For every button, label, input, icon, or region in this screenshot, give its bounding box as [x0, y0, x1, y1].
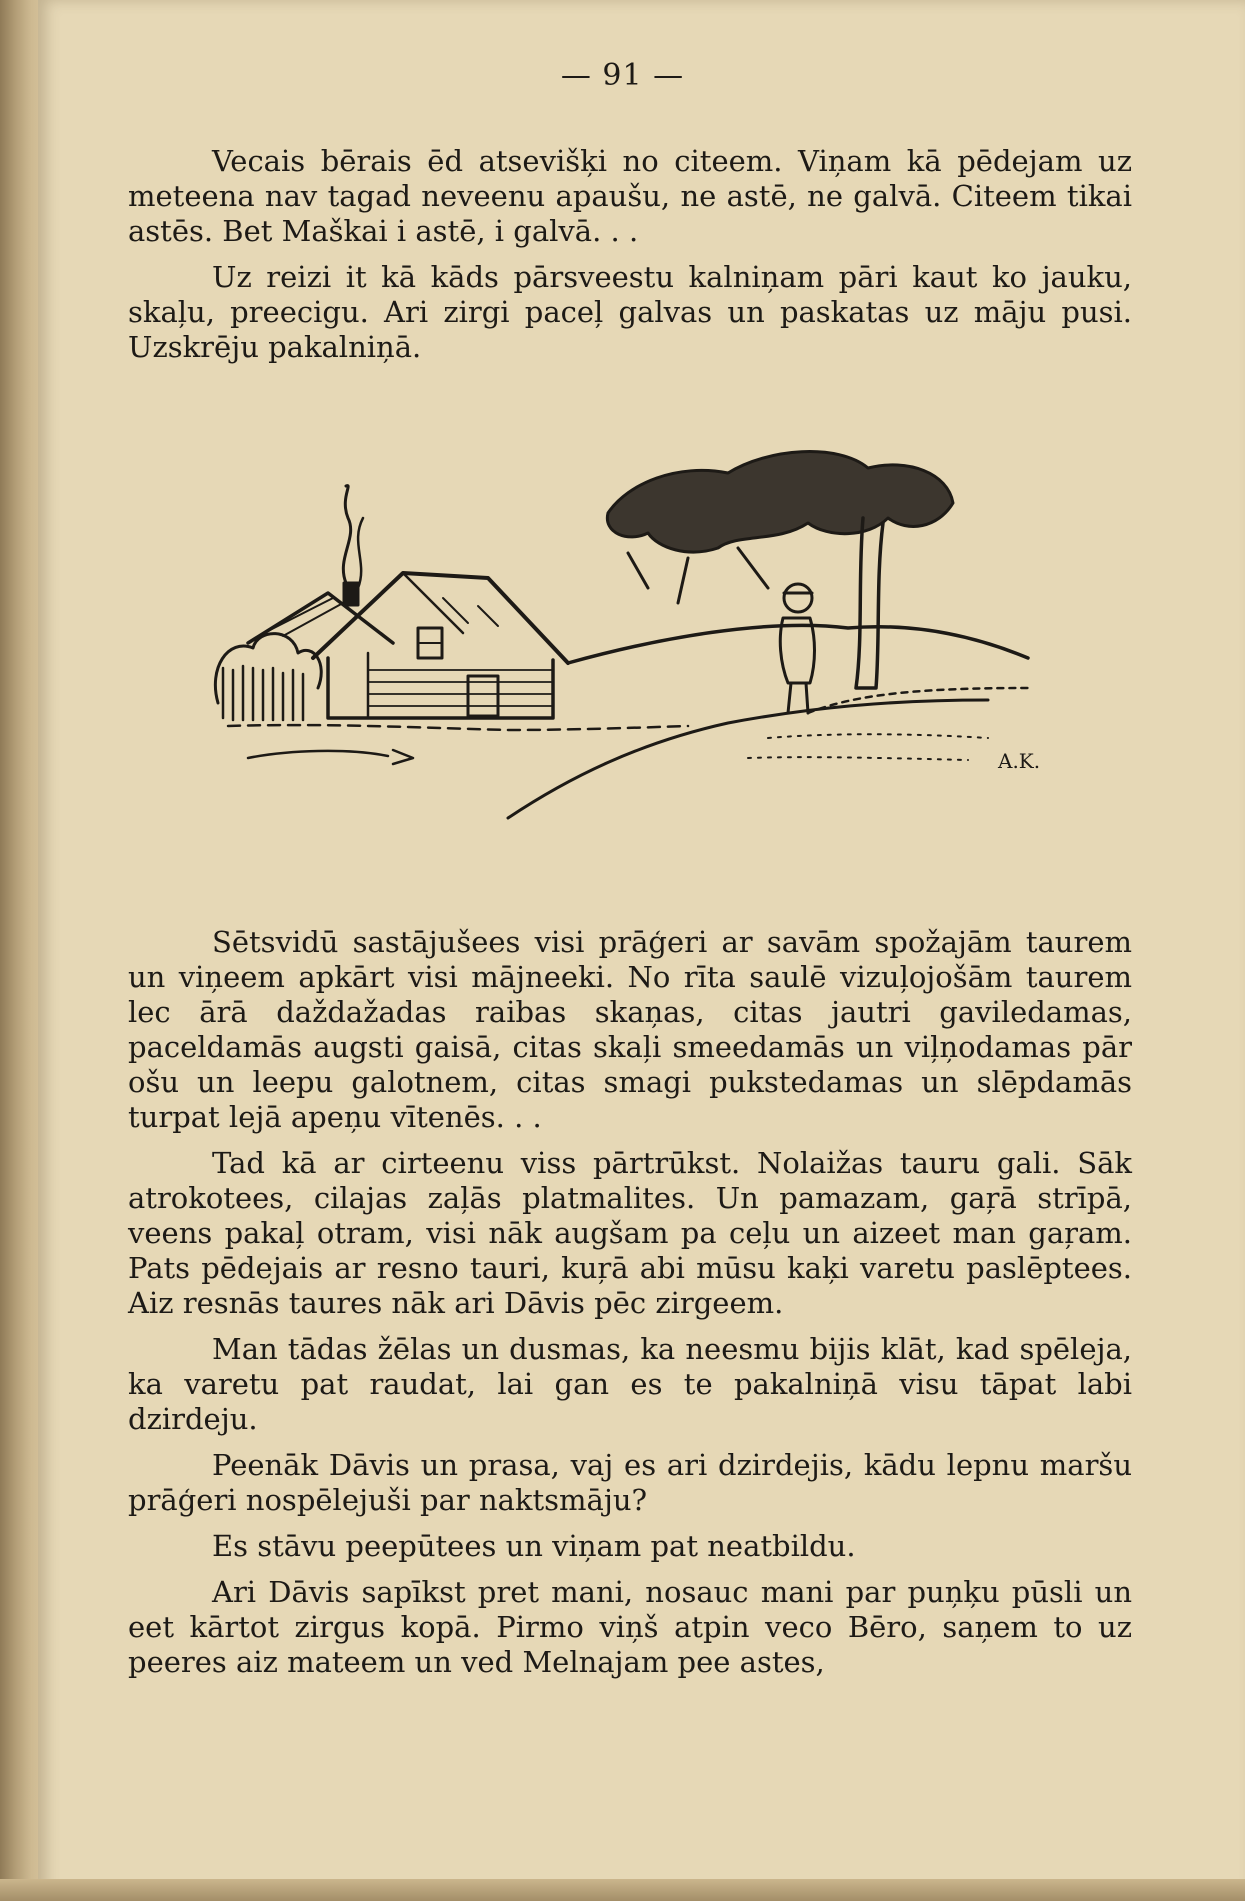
- paragraph: Sētsvidū sastājušees visi prāģeri ar savām spožajām taurem un viņeem apkārt visi mājneeki. No rīta saulē vizuļojošām taurem lec ārā daždažadas raibas skaņas, citas jautri gaviledamas, paceldamās augsti gaisā, citas skaļi smeedamās un viļņodamas pār ošu un leepu galotnem, citas smagi pukstedamas un slēpdamās turpat lejā apeņu vītenēs. . .: [128, 925, 1132, 1134]
- tree-canopy: [607, 452, 953, 552]
- text-block-bottom: [128, 925, 1132, 1691]
- page-number: — 91 —: [560, 58, 685, 93]
- paragraph: Man tādas žēlas un dusmas, ka neesmu bijis klāt, kad spēleja, ka varetu pat raudat, lai gan es te pakalniņā visu tāpat labi dzirdeju.: [128, 1332, 1132, 1436]
- barn-wall: [328, 658, 553, 718]
- paragraph: Tad kā ar cirteenu viss pārtrūkst. Nolaižas tauru gali. Sāk atrokotees, cilajas zaļās platmalites. Un pamazam, gaŗā strīpā, veens pakaļ otram, visi nāk augšam pa ceļu un aizeet man gaŗam. Pats pēdejais ar resno tauri, kuŗā abi mūsu kaķi varetu paslēptees. Aiz resnās taures nāk ari Dāvis pēc zirgeem.: [128, 1146, 1132, 1320]
- text-block-top: [128, 144, 1132, 376]
- page-bottom-edge: [0, 1879, 1245, 1901]
- bushes: [215, 634, 321, 703]
- hill: [568, 625, 1028, 663]
- paragraph: Uz reizi it kā kāds pārsveestu kalniņam pāri kaut ko jauku, skaļu, preecigu. Ari zirgi paceļ galvas un paskatas uz māju pusi. Uzskrēju pakalniņā.: [128, 260, 1132, 364]
- illustration-signature: A.K.: [998, 749, 1041, 773]
- paragraph: Peenāk Dāvis un prasa, vaj es ari dzirdejis, kādu lepnu maršu prāģeri nospēlejuši par naktsmāju?: [128, 1448, 1132, 1517]
- road: [508, 700, 988, 818]
- paragraph: Ari Dāvis sapīkst pret mani, nosauc mani par puņķu pūsli un eet kārtot zirgus kopā. Pirmo viņš atpin veco Bēro, saņem to uz peeres aiz mateem un ved Melnajam pee astes,: [128, 1575, 1132, 1679]
- boy-figure: [780, 584, 814, 713]
- paragraph: Vecais bērais ēd atsevišķi no citeem. Viņam kā pēdejam uz meteena nav tagad neveenu apaušu, ne astē, ne galvā. Citeem tikai astēs. Bet Maškai i astē, i galvā. . .: [128, 144, 1132, 248]
- paragraph: Es stāvu peepūtees un viņam pat neatbildu.: [212, 1529, 856, 1563]
- smoke: [343, 486, 350, 583]
- tree-trunk: [856, 518, 883, 688]
- farmhouse-landscape-icon: [208, 438, 1048, 858]
